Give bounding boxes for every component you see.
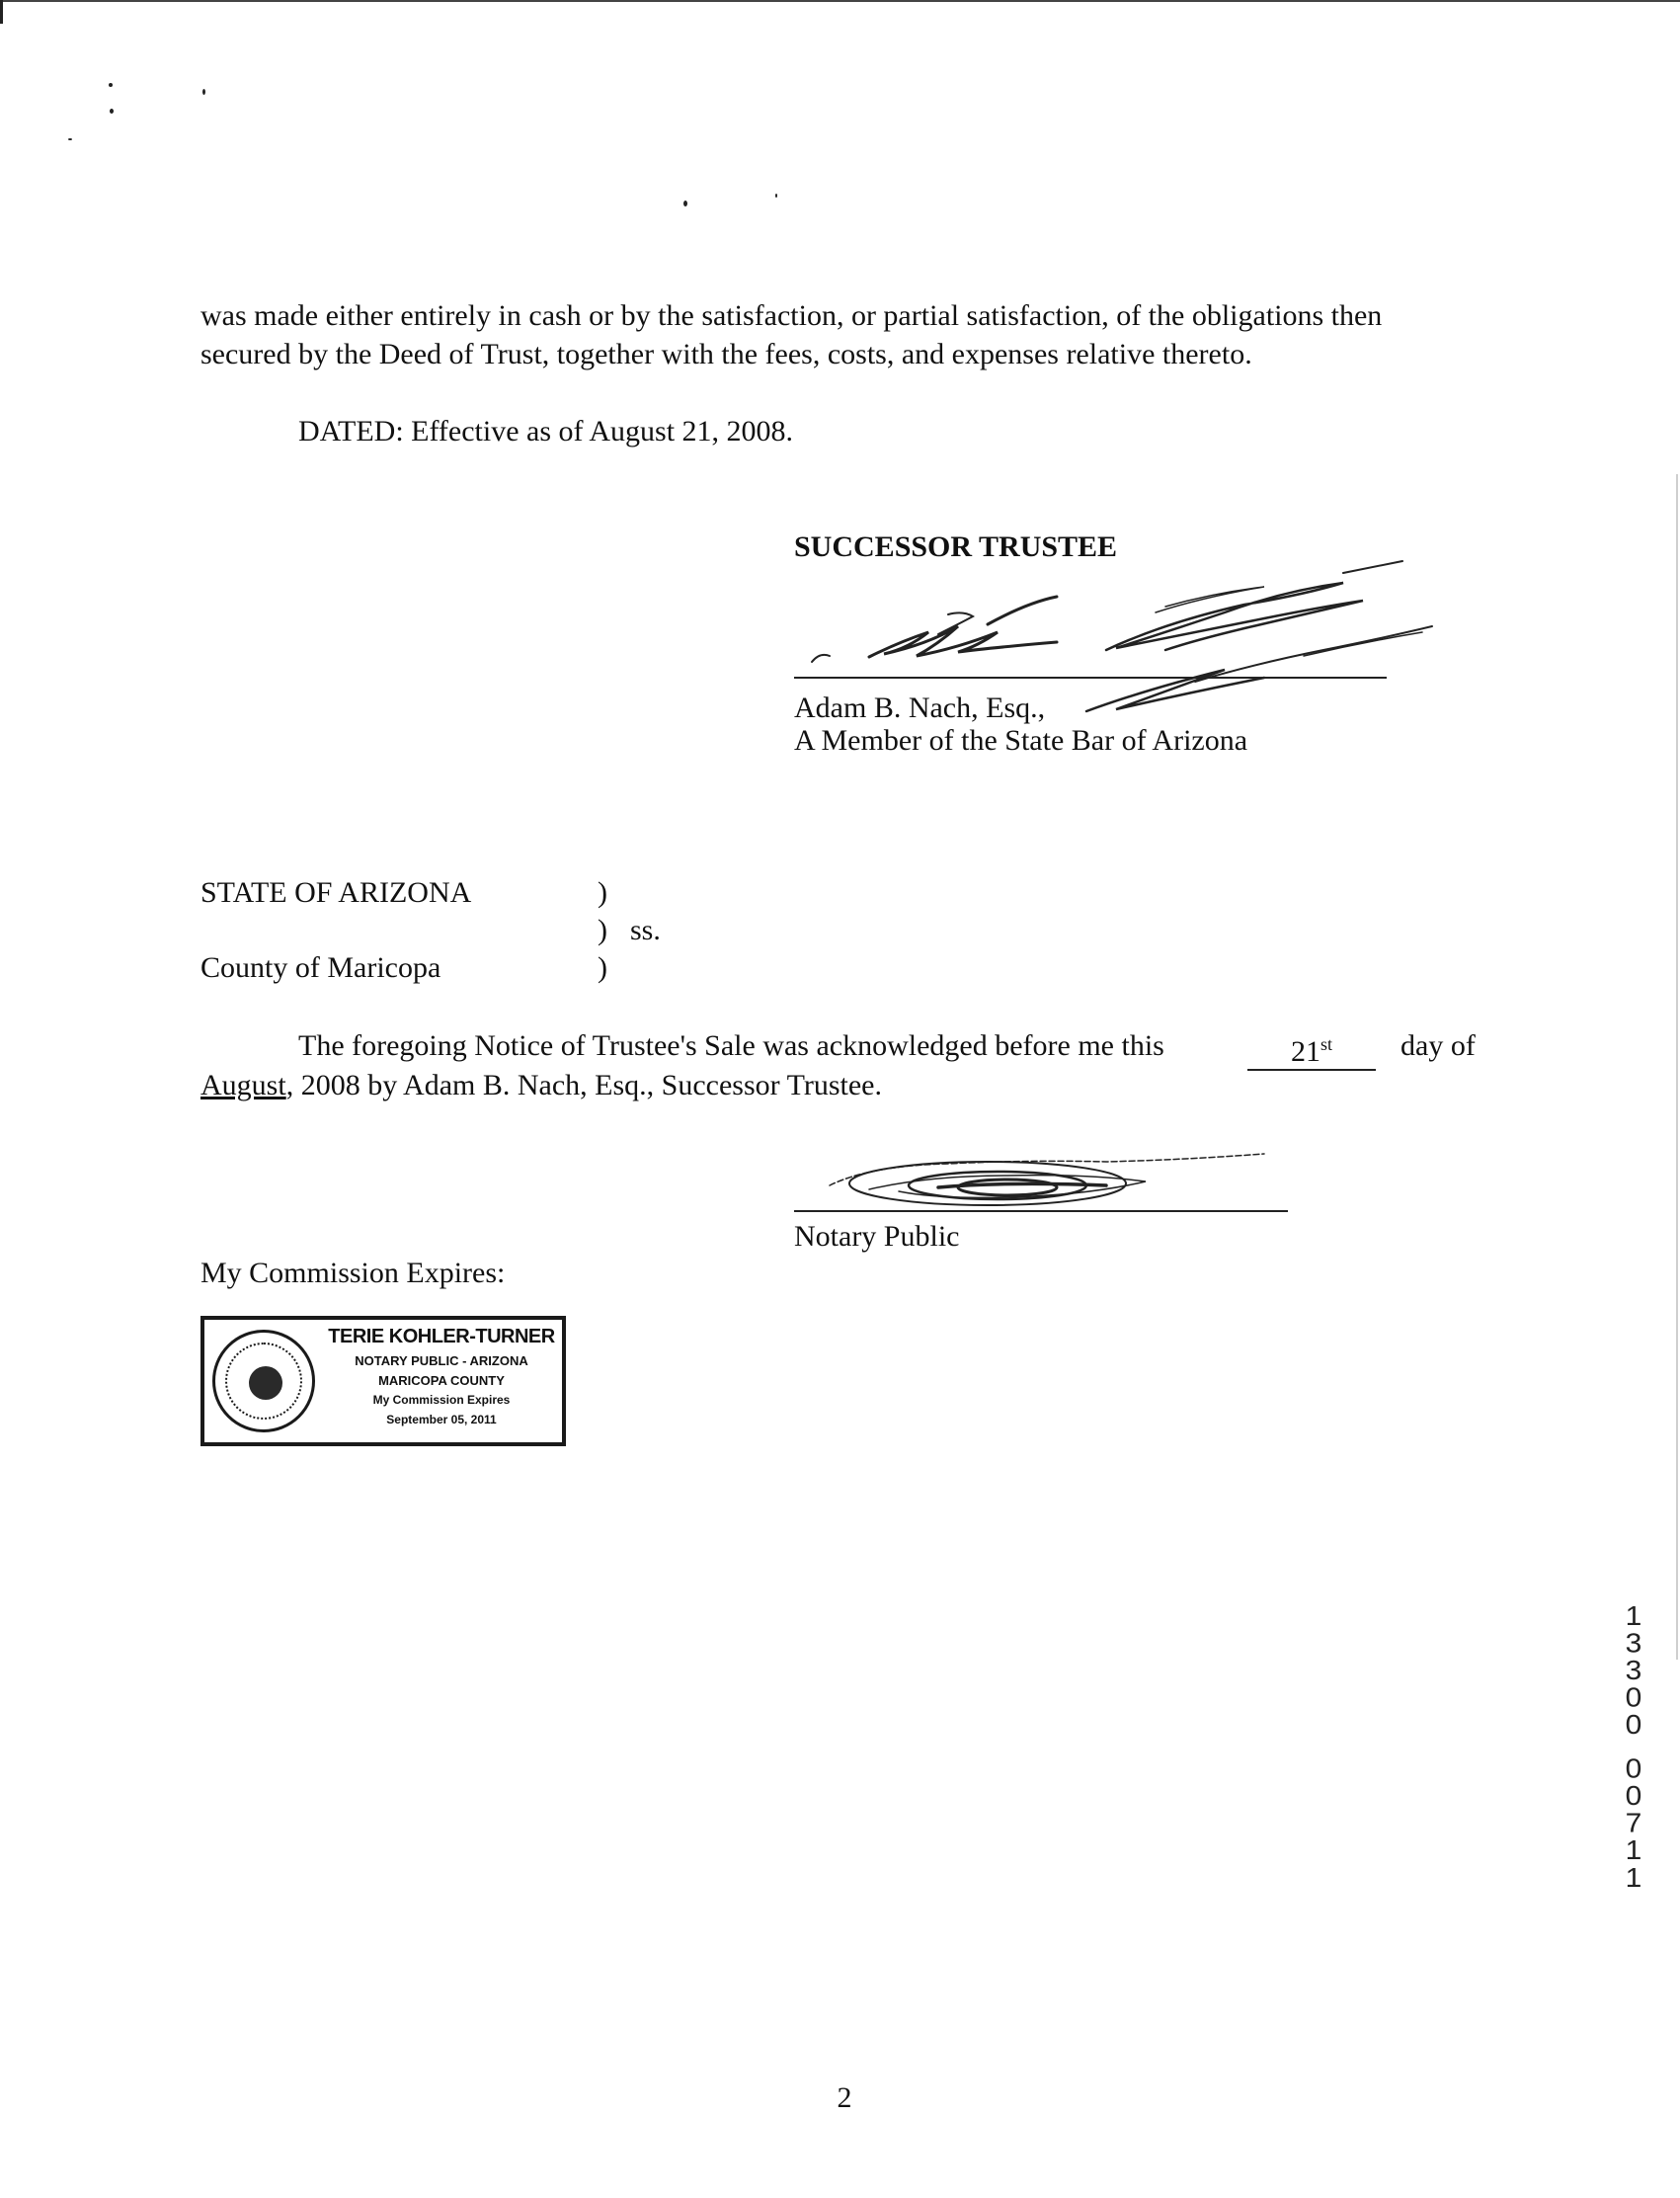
seal-core <box>249 1366 282 1400</box>
acknowledgment-day-field <box>1247 1027 1376 1071</box>
notary-label: Notary Public <box>794 1220 960 1253</box>
venue-bracket: ) <box>598 876 607 909</box>
scan-speck <box>775 194 777 198</box>
acknowledgment-month: August <box>200 1069 286 1101</box>
state-seal-emblem <box>212 1330 315 1432</box>
signature-line <box>794 677 1387 679</box>
dated-line: DATED: Effective as of August 21, 2008. <box>298 415 794 448</box>
scan-speck <box>683 201 687 206</box>
notary-seal-stamp <box>200 1316 566 1446</box>
stamp-digit: 1 <box>1625 1835 1642 1866</box>
trustee-name: Adam B. Nach, Esq., <box>794 692 1046 724</box>
commission-expires: My Commission Expires: <box>200 1257 506 1289</box>
scan-speck <box>109 83 113 87</box>
seal-title: NOTARY PUBLIC - ARIZONA <box>355 1353 528 1368</box>
stamp-digit: 0 <box>1625 1753 1642 1784</box>
acknowledgment-day: 21 <box>1290 1035 1320 1068</box>
paragraph-line: secured by the Deed of Trust, together with the fees, costs, and expenses relative thereto. <box>200 338 1252 370</box>
acknowledgment-day-of: day of <box>1400 1029 1476 1062</box>
seal-commission-label: My Commission Expires <box>372 1393 511 1407</box>
trustee-member-line: A Member of the State Bar of Arizona <box>794 724 1248 757</box>
stamp-digit: 0 <box>1625 1781 1642 1812</box>
stamp-digit: 0 <box>1625 1710 1642 1741</box>
stamp-digit: 3 <box>1625 1656 1642 1686</box>
stamp-digit: 1 <box>1625 1600 1642 1632</box>
stamp-digit: 3 <box>1625 1628 1642 1659</box>
trustee-heading: SUCCESSOR TRUSTEE <box>794 530 1118 563</box>
seal-expiry-date: September 05, 2011 <box>386 1413 497 1426</box>
acknowledgment-line-2 <box>200 1067 882 1104</box>
stamp-digit: 1 <box>1625 1862 1642 1894</box>
acknowledgment-line: The foregoing Notice of Trustee's Sale was acknowledged before me this <box>298 1029 1164 1062</box>
venue-bracket: ) <box>598 951 607 984</box>
stamp-digit: 7 <box>1625 1808 1642 1838</box>
venue-bracket: ) <box>598 914 607 946</box>
seal-notary-name: TERIE KOHLER-TURNER <box>328 1326 555 1347</box>
scan-speck <box>68 138 72 140</box>
scan-top-border <box>0 0 1680 2</box>
seal-county: MARICOPA COUNTY <box>378 1373 505 1388</box>
recording-number-stamp <box>1620 1600 1647 1894</box>
stamp-digit: 0 <box>1625 1682 1642 1714</box>
scan-edge-mark <box>0 0 3 24</box>
paragraph-line: was made either entirely in cash or by the satisfaction, or partial satisfaction, of the obligations then <box>200 299 1383 332</box>
page-number: 2 <box>837 2081 852 2114</box>
seal-ring <box>225 1343 302 1420</box>
venue-county: County of Maricopa <box>200 951 441 984</box>
venue-state: STATE OF ARIZONA <box>200 876 472 909</box>
body-paragraph <box>200 296 1494 373</box>
scan-speck <box>110 109 114 114</box>
notary-signature-line <box>794 1210 1288 1212</box>
venue-ss: ss. <box>630 914 661 946</box>
acknowledgment-rest: , 2008 by Adam B. Nach, Esq., Successor Trustee. <box>285 1069 882 1101</box>
notary-signature <box>810 1146 1284 1215</box>
scan-right-edge <box>1676 474 1678 1660</box>
acknowledgment-day-suffix: st <box>1320 1034 1332 1054</box>
scan-speck <box>202 89 205 95</box>
